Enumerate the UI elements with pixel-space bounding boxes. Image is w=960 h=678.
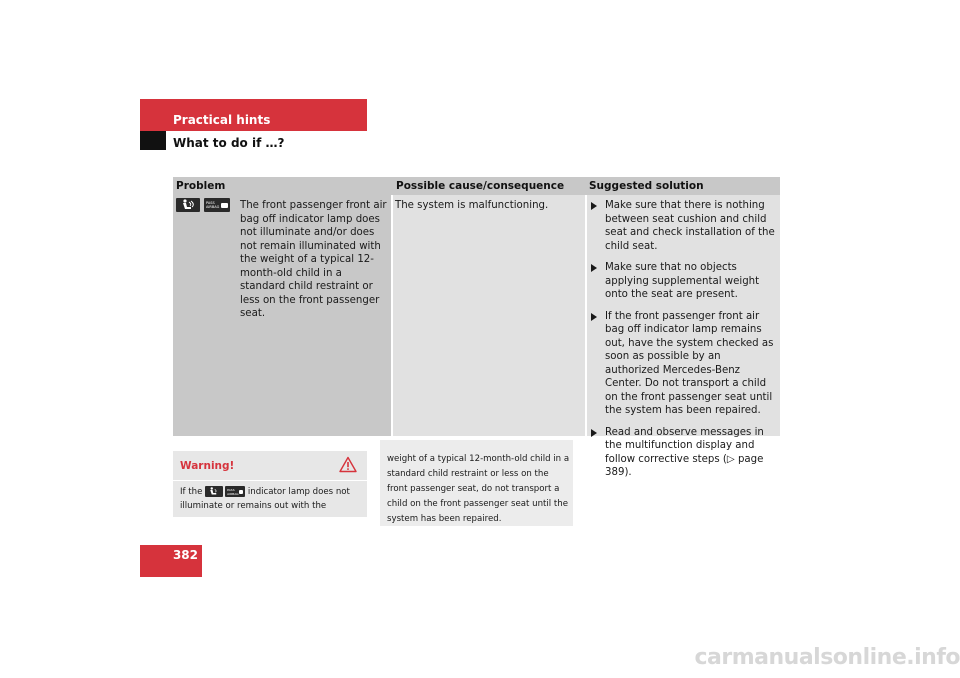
column-header-problem: Problem: [176, 180, 226, 192]
warning-header: [173, 451, 367, 481]
list-item: [591, 199, 777, 253]
warning-body: [173, 481, 367, 517]
arrow-bullet-icon: [591, 264, 597, 272]
problem-text: The front passenger front air bag off indicator lamp does not illuminate and/or does not remain illuminated with the weight of a typical 12-month-old child in a standard child restraint or less on the front passenger seat.: [240, 200, 387, 319]
subsection-title: What to do if …?: [173, 136, 285, 150]
warning-text: [180, 486, 362, 513]
solution-text: If the front passenger front air bag off indicator lamp remains out, have the system checked as soon as possible by an authorized Mercedes-Benz Center. Do not transport a child on the front passenger seat until the system has been repaired.: [605, 310, 774, 416]
arrow-bullet-icon: [591, 202, 597, 210]
column-header-solution: Suggested solution: [589, 180, 704, 192]
arrow-bullet-icon: [591, 313, 597, 321]
page-number: 382: [172, 548, 198, 562]
list-item: [591, 310, 777, 418]
cause-cell: [393, 195, 585, 436]
solution-list: [591, 199, 777, 488]
passenger-airbag-icon: [176, 198, 200, 212]
warning-triangle-icon: [339, 456, 357, 473]
solution-cell: [587, 195, 780, 478]
passenger-airbag-off-indicator-icon: PASS AIRBAG: [225, 486, 245, 497]
cause-text: The system is malfunctioning.: [395, 200, 549, 211]
list-item: [591, 261, 777, 302]
solution-text: Make sure that there is nothing between seat cushion and child seat and check installation of the child seat.: [605, 200, 775, 252]
inline-indicator-icons: [205, 486, 245, 497]
warning-text-before: If the: [180, 487, 203, 497]
warning-continuation-text: weight of a typical 12-month-old child in a standard child restraint or less on the front passenger seat, do not transport a child on the front passenger seat until the system has been repaired.: [387, 454, 570, 524]
watermark: carmanualsonline.info: [694, 645, 960, 670]
warning-text-after: indicator lamp does not illuminate or remains out with the: [180, 487, 350, 511]
problem-icons: [176, 198, 230, 212]
passenger-airbag-icon: [205, 486, 223, 497]
table-header: [173, 177, 780, 195]
solution-text: Read and observe messages in the multifunction display and follow corrective steps (▷ page 389).: [605, 426, 764, 478]
warning-title: Warning!: [180, 460, 235, 472]
header-marker: [140, 131, 166, 150]
column-header-cause: Possible cause/consequence: [396, 180, 565, 192]
arrow-bullet-icon: [591, 429, 597, 437]
page-number-box: [140, 545, 202, 577]
passenger-airbag-off-indicator-icon: PASS AIRBAG: [204, 198, 230, 212]
problem-cell: [173, 195, 391, 436]
solution-text: Make sure that no objects applying supplemental weight onto the seat are present.: [605, 262, 760, 300]
list-item: [591, 426, 777, 480]
warning-continuation: [380, 440, 573, 526]
section-title: Practical hints: [173, 113, 271, 127]
